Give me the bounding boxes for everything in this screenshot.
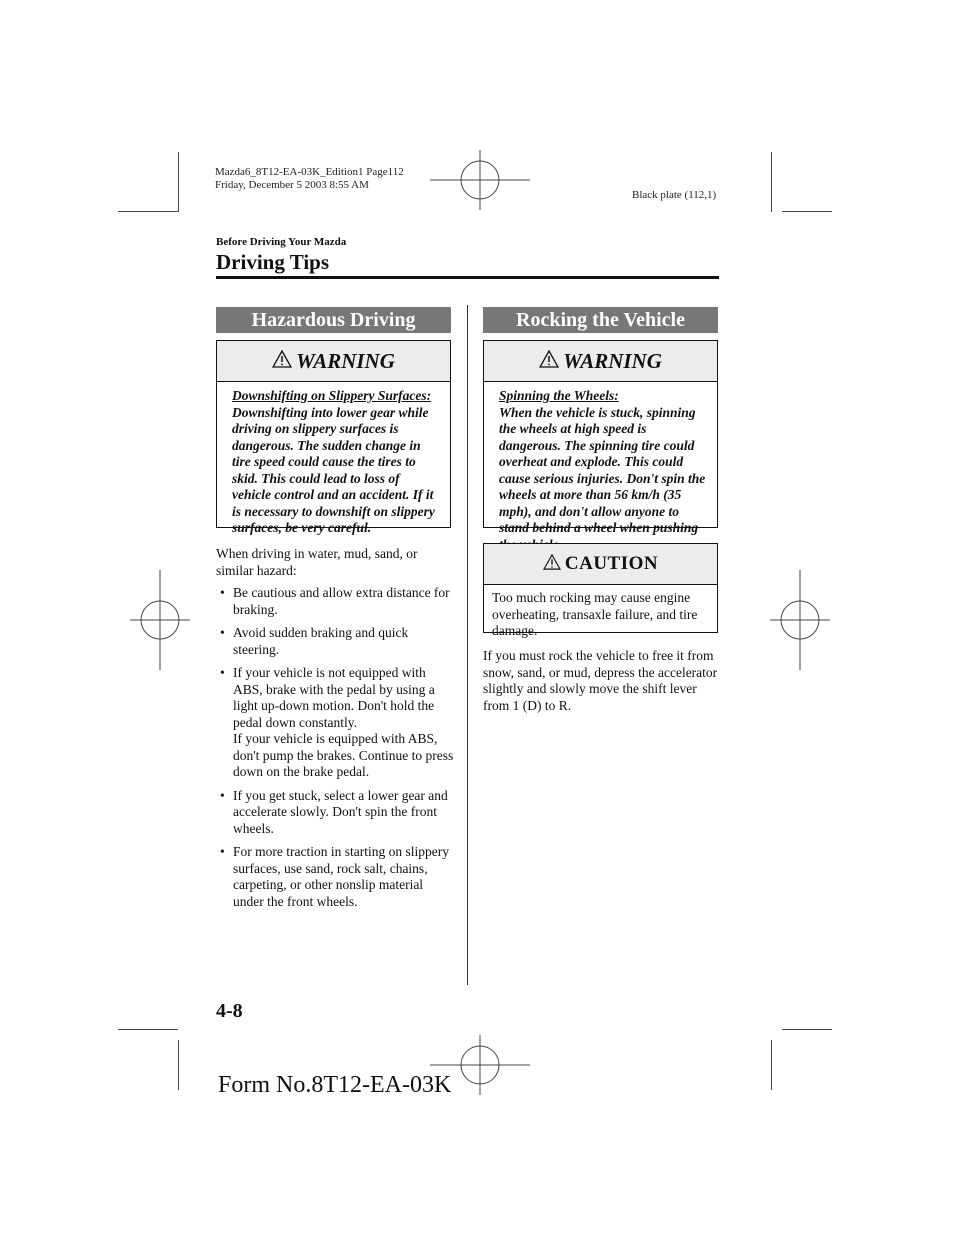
intro-text: When driving in water, mud, sand, or similar hazard:: [216, 546, 418, 578]
bullet-icon: •: [220, 625, 225, 640]
crop-mark: [178, 152, 179, 212]
warning-subtitle: Downshifting on Slippery Surfaces:: [232, 388, 432, 403]
section-banner: Rocking the Vehicle: [483, 307, 718, 333]
registration-mark-icon: [770, 570, 830, 670]
bullet-icon: •: [220, 585, 225, 600]
list-item-text: If your vehicle is not equipped with ABS, brake with the pedal by using a light up-down motion. Don't hold the pedal down constantly. If your vehicle is equipped with ABS, don't pump the brakes. Continue to press down on the brake pedal.: [233, 665, 454, 779]
list-item-text: Be cautious and allow extra distance for braking.: [233, 585, 450, 617]
form-number: Form No.8T12-EA-03K: [218, 1072, 452, 1098]
list-item-text: If you get stuck, select a lower gear and accelerate slowly. Don't spin the front wheels.: [233, 787, 448, 836]
bullet-icon: •: [220, 844, 225, 859]
warning-header: [217, 341, 450, 382]
warning-label: WARNING: [563, 349, 662, 373]
warning-box: [216, 340, 451, 535]
bullet-icon: •: [220, 787, 225, 803]
crop-mark: [118, 211, 178, 212]
file-info-line: Friday, December 5 2003 8:55 AM: [215, 179, 369, 191]
caution-text: Too much rocking may cause engine overheating, transaxle failure, and tire damage.: [492, 590, 698, 638]
crop-mark: [771, 1040, 772, 1090]
list-item: [216, 585, 456, 618]
registration-mark-icon: [430, 150, 530, 210]
file-info-line: Mazda6_8T12-EA-03K_Edition1 Page112: [215, 166, 404, 178]
file-info: [215, 166, 404, 192]
warning-text: When the vehicle is stuck, spinning the wheels at high speed is dangerous. The spinning tire could overheat and explode. This could cause serious injuries. Don't spin the wheels at more than 56 km/h (35 mph), and don't allow anyone to stand behind a wheel when pushing: [499, 404, 706, 535]
caution-label: CAUTION: [564, 553, 659, 574]
title-rule: [216, 276, 719, 279]
plate-info: Black plate (112,1): [632, 189, 717, 201]
bullet-icon: •: [220, 665, 225, 680]
list-item: [216, 625, 456, 658]
rocking-paragraph: If you must rock the vehicle to free it from snow, sand, or mud, depress the accelerator slightly and slowly move the shift lever from 1 (D) to R.: [483, 648, 718, 713]
crop-mark: [771, 152, 772, 212]
hazard-list: [216, 585, 456, 910]
warning-box: [483, 340, 718, 535]
registration-mark-icon: [130, 570, 190, 670]
warning-triangle-icon: [543, 554, 561, 570]
warning-triangle-icon: [272, 350, 292, 368]
caution-body: [484, 585, 717, 650]
crop-mark: [782, 1029, 832, 1030]
left-content: [216, 546, 456, 917]
warning-body: [217, 382, 450, 547]
list-item-text: For more traction in starting on slippery surfaces, use sand, rock salt, chains, carpeting, or other nonslip material under the front wheels.: [233, 844, 449, 909]
warning-text: Downshifting into lower gear while driving on slippery surfaces is dangerous. The sudden change in tire speed could cause the tires to skid. This could lead to loss of vehicle control and an accident. If it is necessary to downshift on slippery surfaces, be very careful.: [232, 404, 435, 535]
list-item: [216, 665, 456, 781]
warning-body: [484, 382, 717, 563]
page-number: 4-8: [216, 1000, 243, 1022]
list-item: [216, 844, 456, 910]
crop-mark: [178, 1040, 179, 1090]
warning-header: [484, 341, 717, 382]
warning-subtitle: Spinning the Wheels:: [499, 388, 619, 403]
crop-mark: [782, 211, 832, 212]
warning-label: WARNING: [296, 349, 395, 373]
column-divider: [467, 305, 468, 985]
caution-box: [483, 543, 718, 638]
crop-mark: [118, 1029, 178, 1030]
page-title: Driving Tips: [216, 250, 330, 274]
caution-header: [484, 544, 717, 585]
warning-triangle-icon: [539, 350, 559, 368]
section-label: Before Driving Your Mazda: [216, 236, 347, 248]
section-banner: Hazardous Driving: [216, 307, 451, 333]
list-item-text: Avoid sudden braking and quick steering.: [233, 625, 409, 657]
list-item: [216, 788, 456, 838]
